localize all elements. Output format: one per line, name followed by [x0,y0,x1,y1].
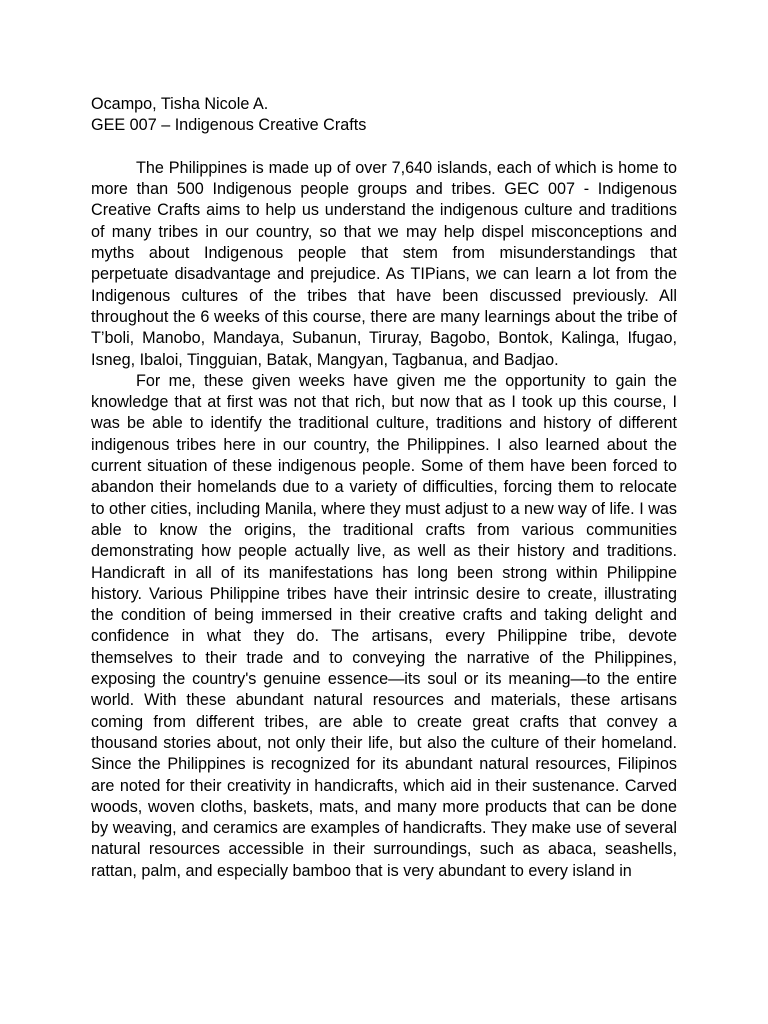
paragraph-reflection: For me, these given weeks have given me the opportunity to gain the knowledge that at first was not that rich, but now that as I took up this course, I was be able to identify the traditional culture, traditions and history of different indigenous tribes here in our country, the Philippines. I also learned about the current situation of these indigenous people. Some of them have been forced to abandon their homelands due to a variety of difficulties, forcing them to relocate to other cities, including Manila, where they must adjust to a new way of life. I was able to know the origins, the traditional crafts from various communities demonstrating how people actually live, as well as their history and traditions. Handicraft in all of its manifestations has long been strong within Philippine history. Various Philippine tribes have their intrinsic desire to create, illustrating the condition of being immersed in their creative crafts and taking delight and confidence in what they do. The artisans, every Philippine tribe, devote themselves to their trade and to conveying the narrative of the Philippines, exposing the country's genuine essence—its soul or its meaning—to the entire world. With these abundant natural resources and materials, these artisans coming from different tribes, are able to create great crafts that convey a thousand stories about, not only their life, but also the culture of their homeland. Since the Philippines is recognized for its abundant natural resources, Filipinos are noted for their creativity in handicrafts, which aid in their sustenance. Carved woods, woven cloths, baskets, mats, and many more products that can be done by weaving, and ceramics are examples of handicrafts. They make use of several natural resources accessible in their surroundings, such as abaca, seashells, rattan, palm, and especially bamboo that is very abundant to every island in [91,371,677,880]
paragraph-intro: The Philippines is made up of over 7,640 islands, each of which is home to more than 500 Indigenous people groups and tribes. GEC 007 - Indigenous Creative Crafts aims to help us understand the indigenous culture and traditions of many tribes in our country, so that we may help dispel misconceptions and myths about Indigenous people that stem from misunderstandings that perpetuate disadvantage and prejudice. As TIPians, we can learn a lot from the Indigenous cultures of the tribes that have been discussed previously. All throughout the 6 weeks of this course, there are many learnings about the tribe of T’boli, Manobo, Mandaya, Subanun, Tiruray, Bagobo, Bontok, Kalinga, Ifugao, Isneg, Ibaloi, Tingguian, Batak, Mangyan, Tagbanua, and Badjao. [91,158,677,369]
document-content [91,94,677,882]
course-title: GEE 007 – Indigenous Creative Crafts [91,116,367,135]
author-name: Ocampo, Tisha Nicole A. [91,95,269,113]
blank-line [91,137,677,158]
